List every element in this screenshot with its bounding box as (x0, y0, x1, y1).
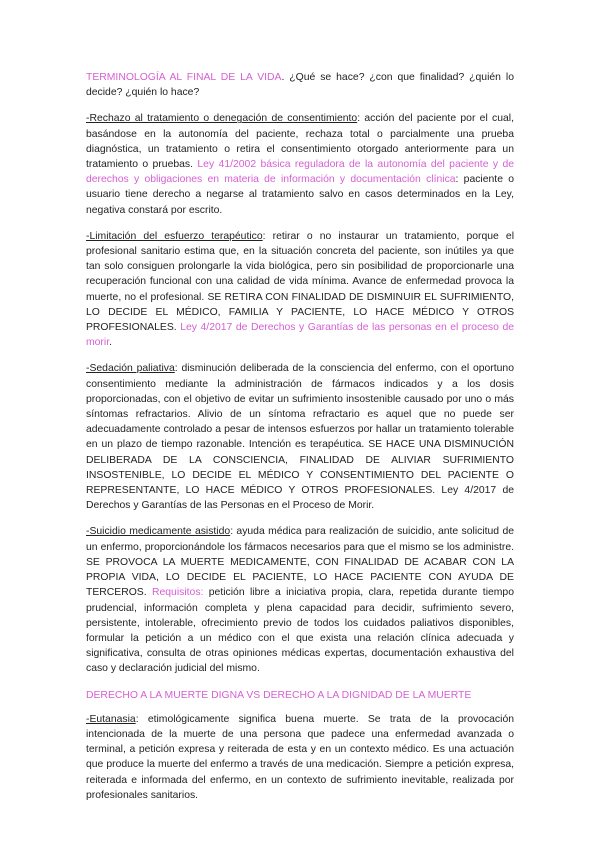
limitacion-text-2: . (109, 337, 112, 349)
intro-paragraph (86, 70, 514, 100)
sedacion-paragraph (86, 361, 514, 513)
suicidio-paragraph (86, 524, 514, 676)
rechazo-law: Ley 41/2002 básica reguladora de la autonomía del paciente y de derechos y obligaciones en materia de información y documentación clínica (86, 159, 515, 186)
limitacion-law: Ley 4/2017 de Derechos y Garantías de las personas en el proceso de morir (86, 322, 515, 349)
sedacion-label: -Sedación paliativa (86, 363, 175, 375)
suicidio-text-2: petición libre a iniciativa propia, clara, repetida durante tiempo prudencial, información completa y plena capacidad para decidir, sufrimiento severo, persistente, intolerable, ofrecimiento previo de todos los cuidados paliativos disponibles, formular la petición a un médico con el que exista una relación clínica adecuada y significativa, consulta de otras opiniones médicas expertas, documentación exhaustiva del caso y declaración judicial del mismo. (86, 587, 514, 675)
rechazo-text-1: : acción del paciente por el cual, basándose en la autonomía del paciente, rechaza total o parcialmente una prueba diagnóstica, un tratamiento o retira el consentimiento otorgado anteriormente para un tratamiento o pruebas. (86, 113, 514, 171)
rechazo-text-2: : paciente o usuario tiene derecho a negarse al tratamiento salvo en casos determinados en la Ley, negativa constará por escrito. (86, 174, 514, 216)
intro-title: TERMINOLOGÍA AL FINAL DE LA VIDA (86, 72, 282, 83)
rechazo-label: -Rechazo al tratamiento o denegación de consentimiento (86, 113, 358, 125)
intro-questions: . ¿Qué se hace? ¿con que finalidad? ¿quién lo decide? ¿quién lo hace? (86, 72, 514, 99)
rechazo-paragraph (86, 111, 514, 217)
eutanasia-paragraph (86, 712, 514, 803)
limitacion-label: -Limitación del esfuerzo terapéutico (86, 230, 263, 242)
sedacion-text-1: : disminución deliberada de la consciencia del enfermo, con el oportuno consentimiento mediante la administración de fármacos indicados y a los dosis proporcionadas, con el objetivo de evitar un sufrimiento insostenible causado por uno o más síntomas refractarios. Alivio de un síntoma refractario es aquel que no puede ser adecuadamente controlado a pesar de intensos esfuerzos por hallar un tratamiento tolerable en un plazo de tiempo razonable. Intención es terapéutica. SE HACE UNA DISMINUCIÓN DELIBERADA DE LA CONSCIENCIA, FINALIDAD DE ALIVIAR SUFRIMIENTO INSOSTENIBLE, LO DECIDE EL MÉDICO Y CONSENTIMIENTO DEL PACIENTE O REPRESENTANTE, LO HACE MÉDICO Y OTROS PROFESIONALES. Ley 4/2017 de Derechos y Garantías de las Personas en el Proceso de Morir. (86, 363, 514, 512)
suicidio-label: -Suicidio medicamente asistido (86, 526, 231, 538)
section2-title: DERECHO A LA MUERTE DIGNA VS DERECHO A LA DIGNIDAD DE LA MUERTE (86, 689, 472, 701)
limitacion-text-1: : retirar o no instaurar un tratamiento, porque el profesional sanitario estima que, en la situación concreta del paciente, son inútiles ya que tan solo consiguen prolongarle la vida biológica, pero sin posibilidad de proporcionarle una recuperación funcional con una calidad de vida mínima. Avance de enfermedad provoca la muerte, no el profesional. SE RETIRA CON FINALIDAD DE DISMINUIR EL SUFRIMIENTO, LO DECIDE EL MÉDICO, FAMILIA Y PACIENTE, LO HACE MÉDICO Y OTROS PROFESIONALES. (86, 230, 514, 334)
suicidio-text-1: : ayuda médica para realización de suicidio, ante solicitud de un enfermo, proporcionándole los fármacos necesarios para que el mismo se los administre. SE PROVOCA LA MUERTE MEDICAMENTE, CON FINALIDAD DE ACABAR CON LA PROPIA VIDA, LO DECIDE EL PACIENTE, LO HACE PACIENTE CON AYUDA DE TERCEROS. (86, 526, 515, 599)
limitacion-paragraph (86, 229, 514, 351)
section2-heading (86, 688, 514, 703)
eutanasia-text-1: : etimológicamente significa buena muerte. Se trata de la provocación intencionada de la muerte de una persona que padece una enfermedad avanzada o terminal, a petición expresa y reiterada de esta y en un contexto médico. Es una actuación que produce la muerte del enfermo a través de una medicación. Siempre a petición expresa, reiterada e informada del enfermo, en un contexto de sufrimiento inevitable, realizada por profesionales sanitarios. (86, 713, 514, 801)
suicidio-requisitos-label: Requisitos: (152, 587, 204, 599)
eutanasia-label: -Eutanasia (86, 713, 136, 725)
